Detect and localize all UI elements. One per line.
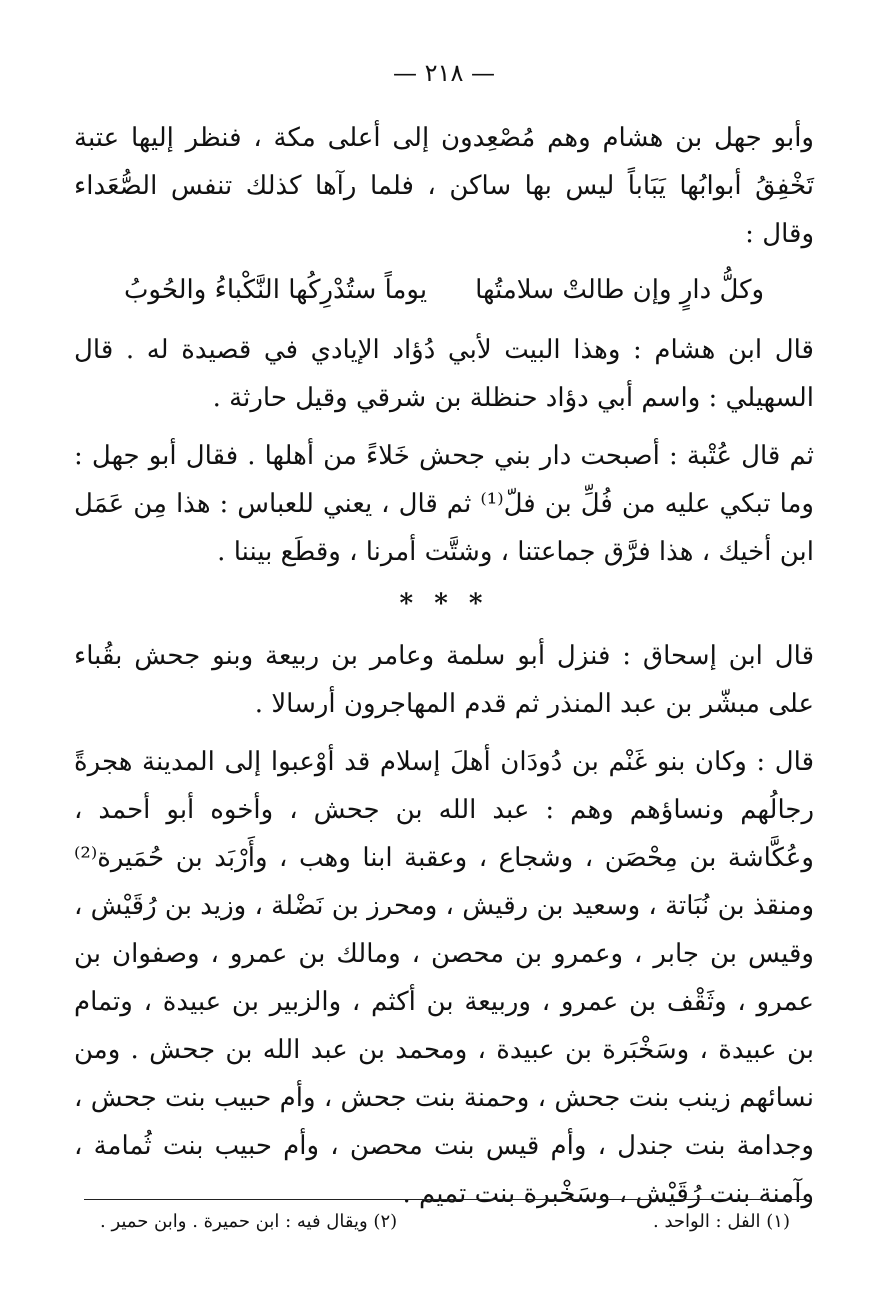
paragraph-2: قال ابن هشام : وهذا البيت لأبي دُؤاد الإيادي في قصيدة له . قال السهيلي : واسم أبي دؤاد حنظلة بن شرقي وقيل حارثة . xyxy=(74,335,814,413)
verse-second-hemistich: يوماً ستُدْرِكُها النَّكْباءُ والحُوبُ xyxy=(123,275,428,305)
section-separator: * * * xyxy=(399,589,489,619)
paragraph-4: قال ابن إسحاق : فنزل أبو سلمة وعامر بن ربيعة وبنو جحش بقُباء على مبشّر بن عبد المنذر ثم قدم المهاجرون أرسالا . xyxy=(74,641,814,719)
page-number: — ٢١٨ — xyxy=(393,59,495,87)
footnote-1: (١) الفل : الواحد . xyxy=(653,1211,790,1232)
paragraph-1: وأبو جهل بن هشام وهم مُصْعِدون إلى أعلى مكة ، فنظر إليها عتبة تَخْفِقُ أبوابُها يَبَاباً ليس بها ساكن ، فلما رآها كذلك تنفس الصُّعَداء وقال : xyxy=(74,123,814,249)
paragraph-5: قال : وكان بنو غَنْم بن دُودَان أهلَ إسلام قد أوْعبوا إلى المدينة هجرةً رجالُهم ونساؤهم وهم : عبد الله بن جحش ، وأخوه أبو أحمد ، وعُكَّاشة بن مِحْصَن ، وشجاع ، وعقبة ابنا وهب ، وأَرْبَد بن حُمَيرة⁽²⁾ ومنقذ بن نُبَاتة ، وسعيد بن رقيش ، ومحرز بن نَضْلة ، وزيد بن رُقَيْش ، وقيس بن جابر ، وعمرو بن محصن ، ومالك بن عمرو ، وصفوان بن عمرو ، وثَقْف بن عمرو ، وربيعة بن أكثم ، والزبير بن عبيدة ، وتمام بن عبيدة ، وسَخْبَرة بن عبيدة ، ومحمد بن عبد الله بن جحش . ومن نسائهم زينب بنت جحش ، وحمنة بنت جحش ، وأم حبيب بنت جحش ، وجدامة بنت جندل ، وأم قيس بنت محصن ، وأم حبيب بنت ثُمامة ، وآمنة بنت رُقَيْش ، وسَخْبرة بنت تميم . xyxy=(74,747,815,1209)
footnotes xyxy=(100,1208,790,1236)
poetry-verse xyxy=(74,264,814,316)
paragraph-3: ثم قال عُتْبة : أصبحت دار بني جحش خَلاءً من أهلها . فقال أبو جهل : وما تبكي عليه من فُلِّ بن فلّ⁽¹⁾ ثم قال ، يعني للعباس : هذا مِن عَمَل ابن أخيك ، هذا فرَّق جماعتنا ، وشتَّت أمرنا ، وقطَع بيننا . xyxy=(74,441,814,567)
footnote-divider xyxy=(84,1199,804,1200)
footnote-2: (٢) ويقال فيه : ابن حميرة . وابن حمير . xyxy=(100,1211,398,1232)
verse-first-hemistich: وكلُّ دارٍ وإن طالتْ سلامتُها xyxy=(475,275,765,305)
